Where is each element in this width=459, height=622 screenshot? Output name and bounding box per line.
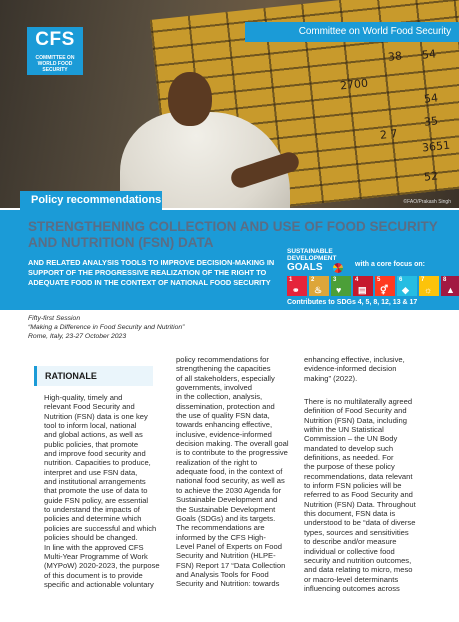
sdg-tile xyxy=(353,276,373,296)
sdg-tile-number: 5 xyxy=(377,277,381,283)
title-block xyxy=(0,210,459,310)
sdg-tile xyxy=(397,276,417,296)
sdg-goal-icon: ♨ xyxy=(314,285,323,295)
sdg-goal-icon: ♥ xyxy=(336,285,342,295)
board-number: 54 xyxy=(421,47,437,62)
document-title: STRENGTHENING COLLECTION AND USE OF FOOD SECURITY AND NUTRITION (FSN) DATA xyxy=(28,219,438,250)
session-number: Fifty-first Session xyxy=(28,315,81,322)
board-number: 2700 xyxy=(339,76,369,93)
board-number: 38 xyxy=(387,49,403,64)
body-column-2: policy recommendations for strengthening the capacities of all stakeholders, especially governments, involved in the collection, analysis, dissemination, protection and the use of quality FSN data, towards enhancing effective, inclusive, evidence-informed decision making. The overall goal is to contribute to the progressive realization of the right to adequate food, in the context of national food security, as well as to achieve the 2030 Agenda for Sustainable Development and the Sustainable Development Goals (SDGs) and its targets. The recommendations are informed by the CFS High- Level Panel of Experts on Food Security and Nutrition (HLPE- FSN) Report 17 “Data Collection and Analysis Tools for Food Security and Nutrition: towards xyxy=(176,355,289,589)
sdg-goal-icon: ▤ xyxy=(358,285,367,295)
sdg-logo-line2: DEVELOPMENT xyxy=(287,255,337,262)
policy-tab-label: Policy recommendations xyxy=(31,194,162,206)
session-location: Rome, Italy, 23-27 October 2023 xyxy=(28,333,127,340)
sdg-tile xyxy=(331,276,351,296)
sdg-logo xyxy=(287,248,349,273)
header-band-text: Committee on World Food Security xyxy=(298,26,451,37)
board-number: 2 7 xyxy=(379,127,399,142)
board-number: 3651 xyxy=(421,138,451,155)
sdg-tile-number: 7 xyxy=(421,277,425,283)
cfs-logo xyxy=(27,27,83,75)
sdg-wheel-icon xyxy=(333,263,343,273)
sdg-goal-icon: ▲ xyxy=(446,285,455,295)
board-number: 35 xyxy=(423,114,439,129)
session-info xyxy=(28,314,328,341)
sdg-tile-number: 3 xyxy=(333,277,337,283)
sdg-logo-line1: SUSTAINABLE xyxy=(287,248,333,255)
photo-credit: ©FAO/Prakash Singh xyxy=(403,199,451,205)
sdg-tile-number: 6 xyxy=(399,277,403,283)
sdg-core-focus: with a core focus on: xyxy=(355,261,426,268)
board-number: 54 xyxy=(423,91,439,106)
sdg-goal-icon: ⚥ xyxy=(380,285,389,295)
sdg-tile xyxy=(309,276,329,296)
policy-recommendations-tab xyxy=(20,191,162,210)
body-column-3: There is no multilaterally agreed definition of Food Security and Nutrition (FSN) Data, including within the UN Statistical Commission – the UN Body mandated to develop such definitions, as needed. For the purpose of these policy recommendations, data relevant to inform FSN policies will be referred to as Food Security and Nutrition (FSN) Data. Throughout this document, FSN data is understood to be “data of diverse types, sources and sensitivities to describe and/or measure individual or collective food security and nutrition outcomes, and data relating to micro, meso or macro-level determinants influencing outcomes across xyxy=(304,397,416,593)
rationale-heading xyxy=(34,366,153,386)
body-column-1: High-quality, timely and relevant Food Security and Nutrition (FSN) data is one key tool to inform local, national and global actions, as well as public policies, that promote and improve food security and nutrition. Capacities to produce, interpret and use FSN data, and institutional arrangements that promote the use of data to guide FSN policy, are essential to understand the impacts of policies and determine which policies are successful and which policies should be changed. In line with the approved CFS Multi-Year Programme of Work (MYPoW) 2020-2023, the purpose of this document is to provide specific and actionable voluntary xyxy=(44,393,160,589)
board-number: 52 xyxy=(423,169,439,184)
sdg-tile-number: 4 xyxy=(355,277,359,283)
document-subtitle: AND RELATED ANALYSIS TOOLS TO IMPROVE DECISION-MAKING IN SUPPORT OF THE PROGRESSIVE REALIZATION OF THE RIGHT TO ADEQUATE FOOD IN THE CONTEXT OF NATIONAL FOOD SECURITY xyxy=(28,258,275,287)
sdg-tile-number: 2 xyxy=(311,277,315,283)
sdg-tile-number: 1 xyxy=(289,277,293,283)
sdg-tile xyxy=(375,276,395,296)
logo-title: CFS xyxy=(35,29,75,50)
logo-subtitle: COMMITTEE ON WORLD FOOD SECURITY xyxy=(35,55,75,73)
body-column-3-intro: enhancing effective, inclusive, evidence-informed decision making” (2022). xyxy=(304,355,405,383)
sdg-goal-icon: ⚭ xyxy=(292,285,300,295)
sdg-tile xyxy=(287,276,307,296)
session-theme: “Making a Difference in Food Security and Nutrition” xyxy=(28,324,185,331)
sdg-tile xyxy=(441,276,459,296)
sdg-goal-icon: ☼ xyxy=(424,285,433,295)
person-head xyxy=(168,72,212,126)
sdg-tile-number: 8 xyxy=(443,277,447,283)
sdg-goal-icon: ◆ xyxy=(402,285,409,295)
sdg-logo-goals: GOALS xyxy=(287,262,323,273)
sdg-contributes: Contributes to SDGs 4, 5, 8, 12, 13 & 17 xyxy=(287,299,418,306)
sdg-tile xyxy=(419,276,439,296)
header-band xyxy=(245,22,459,42)
rationale-heading-text: RATIONALE xyxy=(45,371,97,381)
sdg-tiles xyxy=(287,276,459,296)
